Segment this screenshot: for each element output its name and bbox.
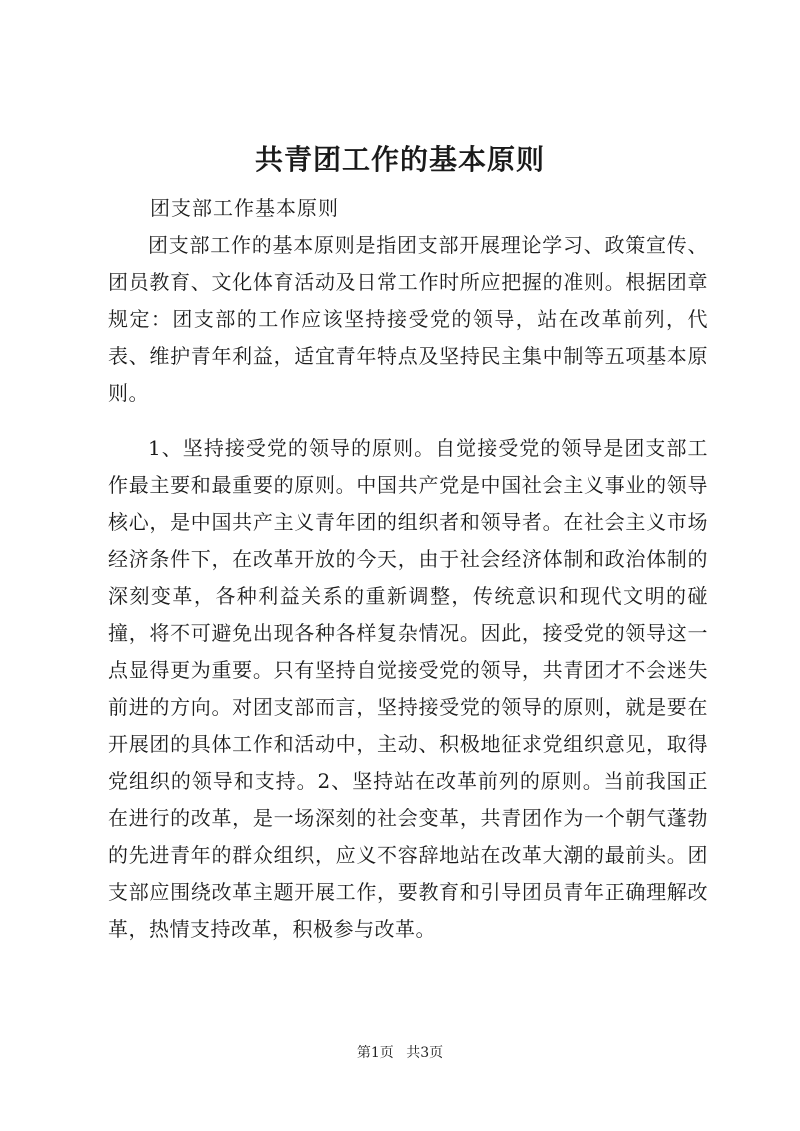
body-paragraph-block-1 <box>108 227 708 412</box>
document-title: 共青团工作的基本原则 <box>254 143 545 176</box>
page-footer <box>0 1043 800 1063</box>
body-paragraph-block-2 <box>108 430 708 948</box>
body-paragraph: 团支部工作的基本原则是指团支部开展理论学习、政策宣传、团员教育、文化体育活动及日常工作时所应把握的准则。根据团章规定：团支部的工作应该坚持接受党的领导，站在改革前列，代表、维护青年利益，适宜青年特点及坚持民主集中制等五项基本原则。 <box>108 233 708 405</box>
body-paragraph: 1、坚持接受党的领导的原则。自觉接受党的领导是团支部工作最主要和最重要的原则。中国共产党是中国社会主义事业的领导核心，是中国共产主义青年团的组织者和领导者。在社会主义市场经济条件下，在改革开放的今天，由于社会经济体制和政治体制的深刻变革，各种利益关系的重新调整，传统意识和现代文明的碰撞，将不可避免出现各种各样复杂情况。因此，接受党的领导这一点显得更为重要。只有坚持自觉接受党的领导，共青团才不会迷失前进的方向。对团支部而言，坚持接受党的领导的原则，就是要在开展团的具体工作和活动中，主动、积极地征求党组织意见，取得党组织的领导和支持。2、坚持站在改革前列的原则。当前我国正在进行的改革，是一场深刻的社会变革，共青团作为一个朝气蓬勃的先进青年的群众组织，应义不容辞地站在改革大潮的最前头。团支部应围绕改革主题开展工作，要教育和引导团员青年正确理解改革，热情支持改革，积极参与改革。 <box>108 436 708 941</box>
page-number-current: 第1页 <box>356 1045 394 1061</box>
page-number-total: 共3页 <box>406 1045 444 1061</box>
document-subtitle: 团支部工作基本原则 <box>150 196 339 220</box>
